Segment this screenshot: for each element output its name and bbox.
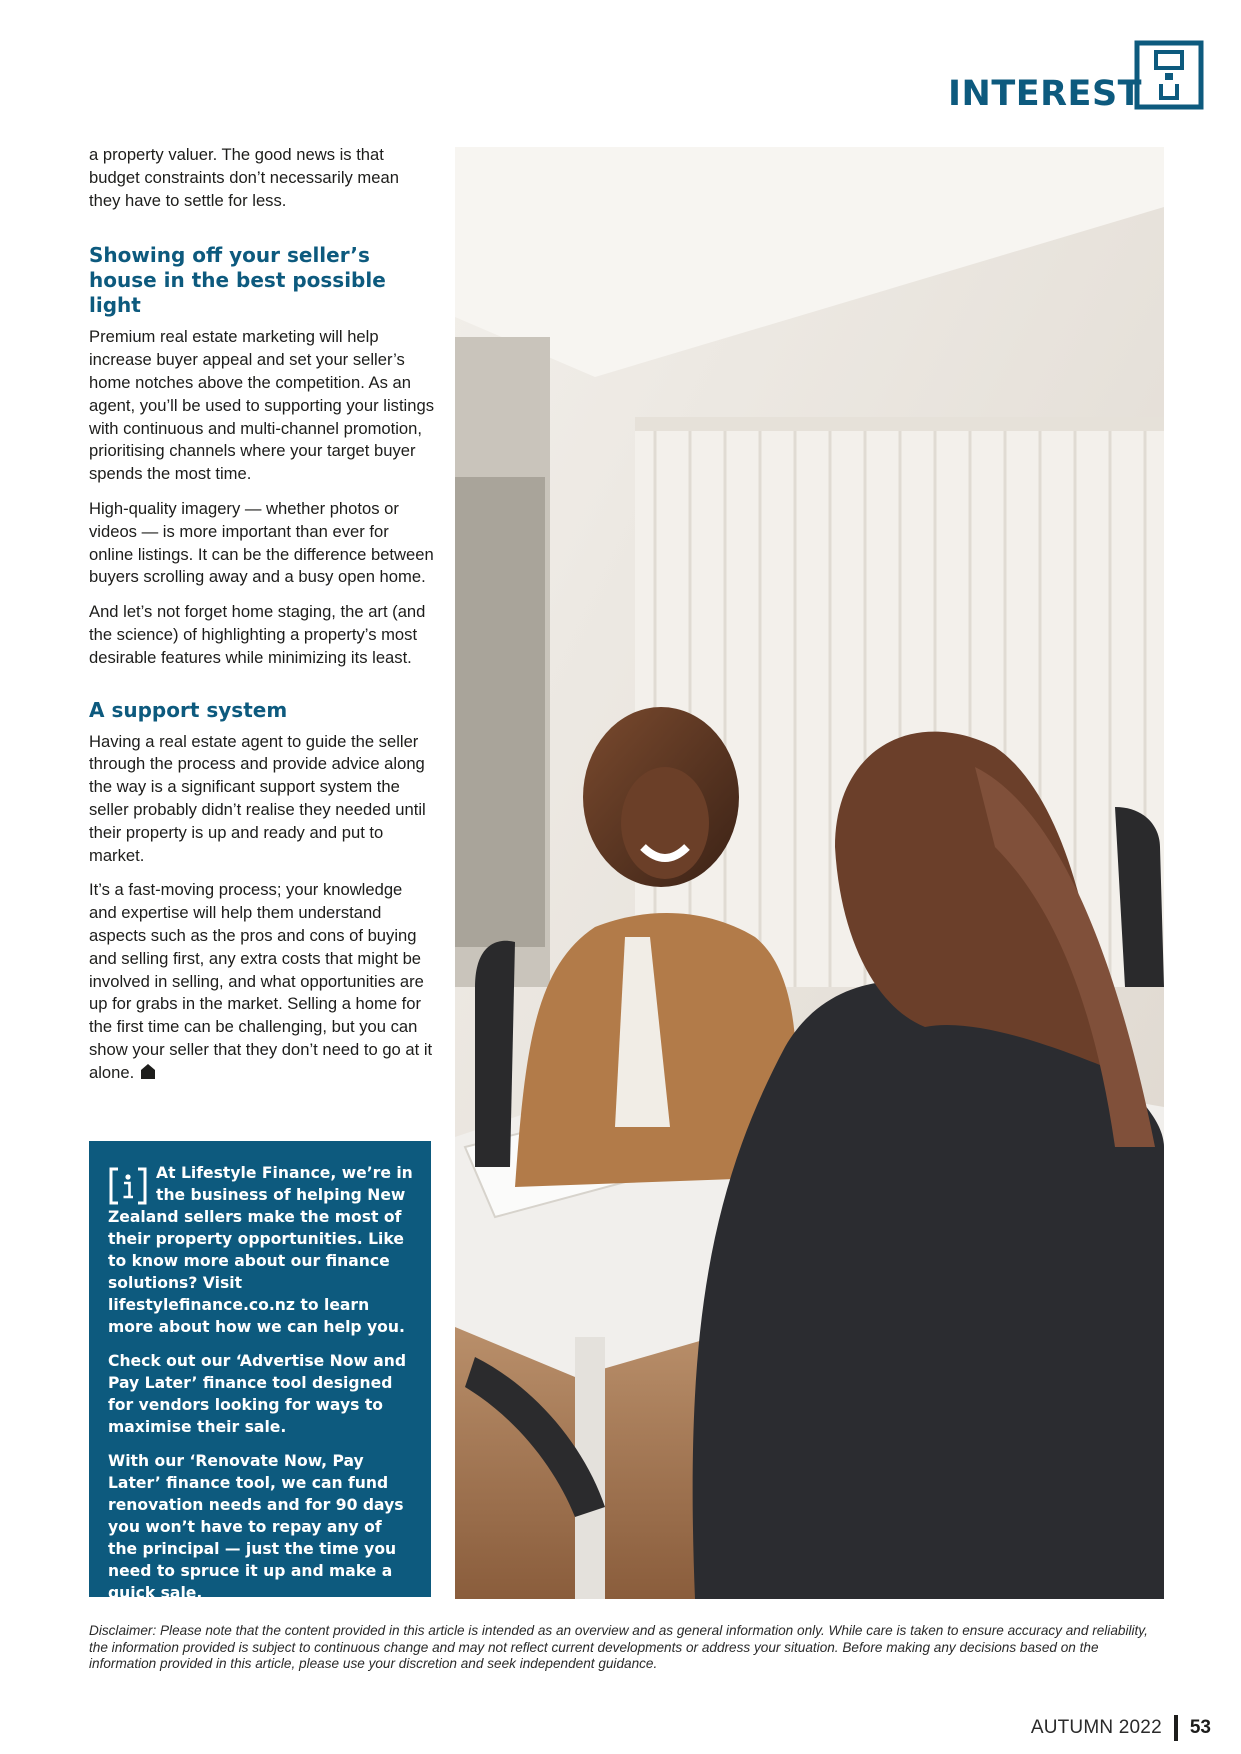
paragraph: High-quality imagery — whether photos or videos — is more important than ever for online listings. It can be the difference between buyers scrolling away and a busy open home. <box>89 498 434 587</box>
office-meeting-photo <box>455 147 1164 1599</box>
info-paragraph: At Lifestyle Finance, we’re in the business of helping New Zealand sellers make the most of their property opportunities. Like to know more about our finance solutions? Visit lifestylefinance.co.nz to learn more about how we can help you. <box>108 1164 413 1336</box>
page-number: 53 <box>1189 1717 1211 1738</box>
info-paragraph: With our ‘Renovate Now, Pay Later’ finance tool, we can fund renovation needs and for 90 days you won’t have to repay any of the principal — just the time you need to spruce it up and make a quick sale. <box>108 1452 404 1602</box>
footer-divider <box>1174 1715 1178 1741</box>
paragraph: And let’s not forget home staging, the art (and the science) of highlighting a property’s most desirable features while minimizing its least. <box>89 602 426 667</box>
info-paragraph: Check out our ‘Advertise Now and Pay Later’ finance tool designed for vendors looking for ways to maximise their sale. <box>108 1352 407 1436</box>
paragraph: Having a real estate agent to guide the seller through the process and provide advice along the way is a significant support system the seller probably didn’t realise they needed until their property is up and ready and put to market. <box>89 731 426 865</box>
heading-support-system: A support system <box>89 697 288 722</box>
intro-paragraph: a property valuer. The good news is that budget constraints don’t necessarily mean they have to settle for less. <box>89 145 399 210</box>
article-column <box>89 144 434 1097</box>
disclaimer: Disclaimer: Please note that the content provided in this article is intended as an overview and as general information only. While care is taken to ensure accuracy and reliability, the information provided is subject to continuous change and may not reflect current developments or address your situation. Before making any decisions based on the information provided in this article, please use your discretion and seek independent guidance. <box>89 1623 1148 1671</box>
issue-label: AUTUMN 2022 <box>1030 1717 1162 1738</box>
house-logo-icon <box>1134 40 1204 110</box>
paragraph: Premium real estate marketing will help increase buyer appeal and set your seller’s home notches above the competition. As an agent, you’ll be used to supporting your listings with continuous and multi-channel promotion, prioritising channels where your target buyer spends the most time. <box>89 327 434 484</box>
house-end-mark-icon <box>140 1063 156 1080</box>
section-title: INTEREST <box>948 74 1143 114</box>
info-box <box>89 1141 431 1602</box>
heading-seller-house: Showing off your seller’s house in the best possible light <box>89 243 386 318</box>
page-footer <box>1031 1713 1211 1743</box>
closing-paragraph <box>89 879 434 1084</box>
paragraph-text: It’s a fast-moving process; your knowledge and expertise will help them understand aspects such as the pros and cons of buying and selling first, any extra costs that might be involved in selling, and what opportunities are up for grabs in the market. Selling a home for the first time can be challenging, but you can show your seller that they don’t need to go at it alone. <box>89 880 433 1082</box>
info-icon <box>108 1166 148 1206</box>
